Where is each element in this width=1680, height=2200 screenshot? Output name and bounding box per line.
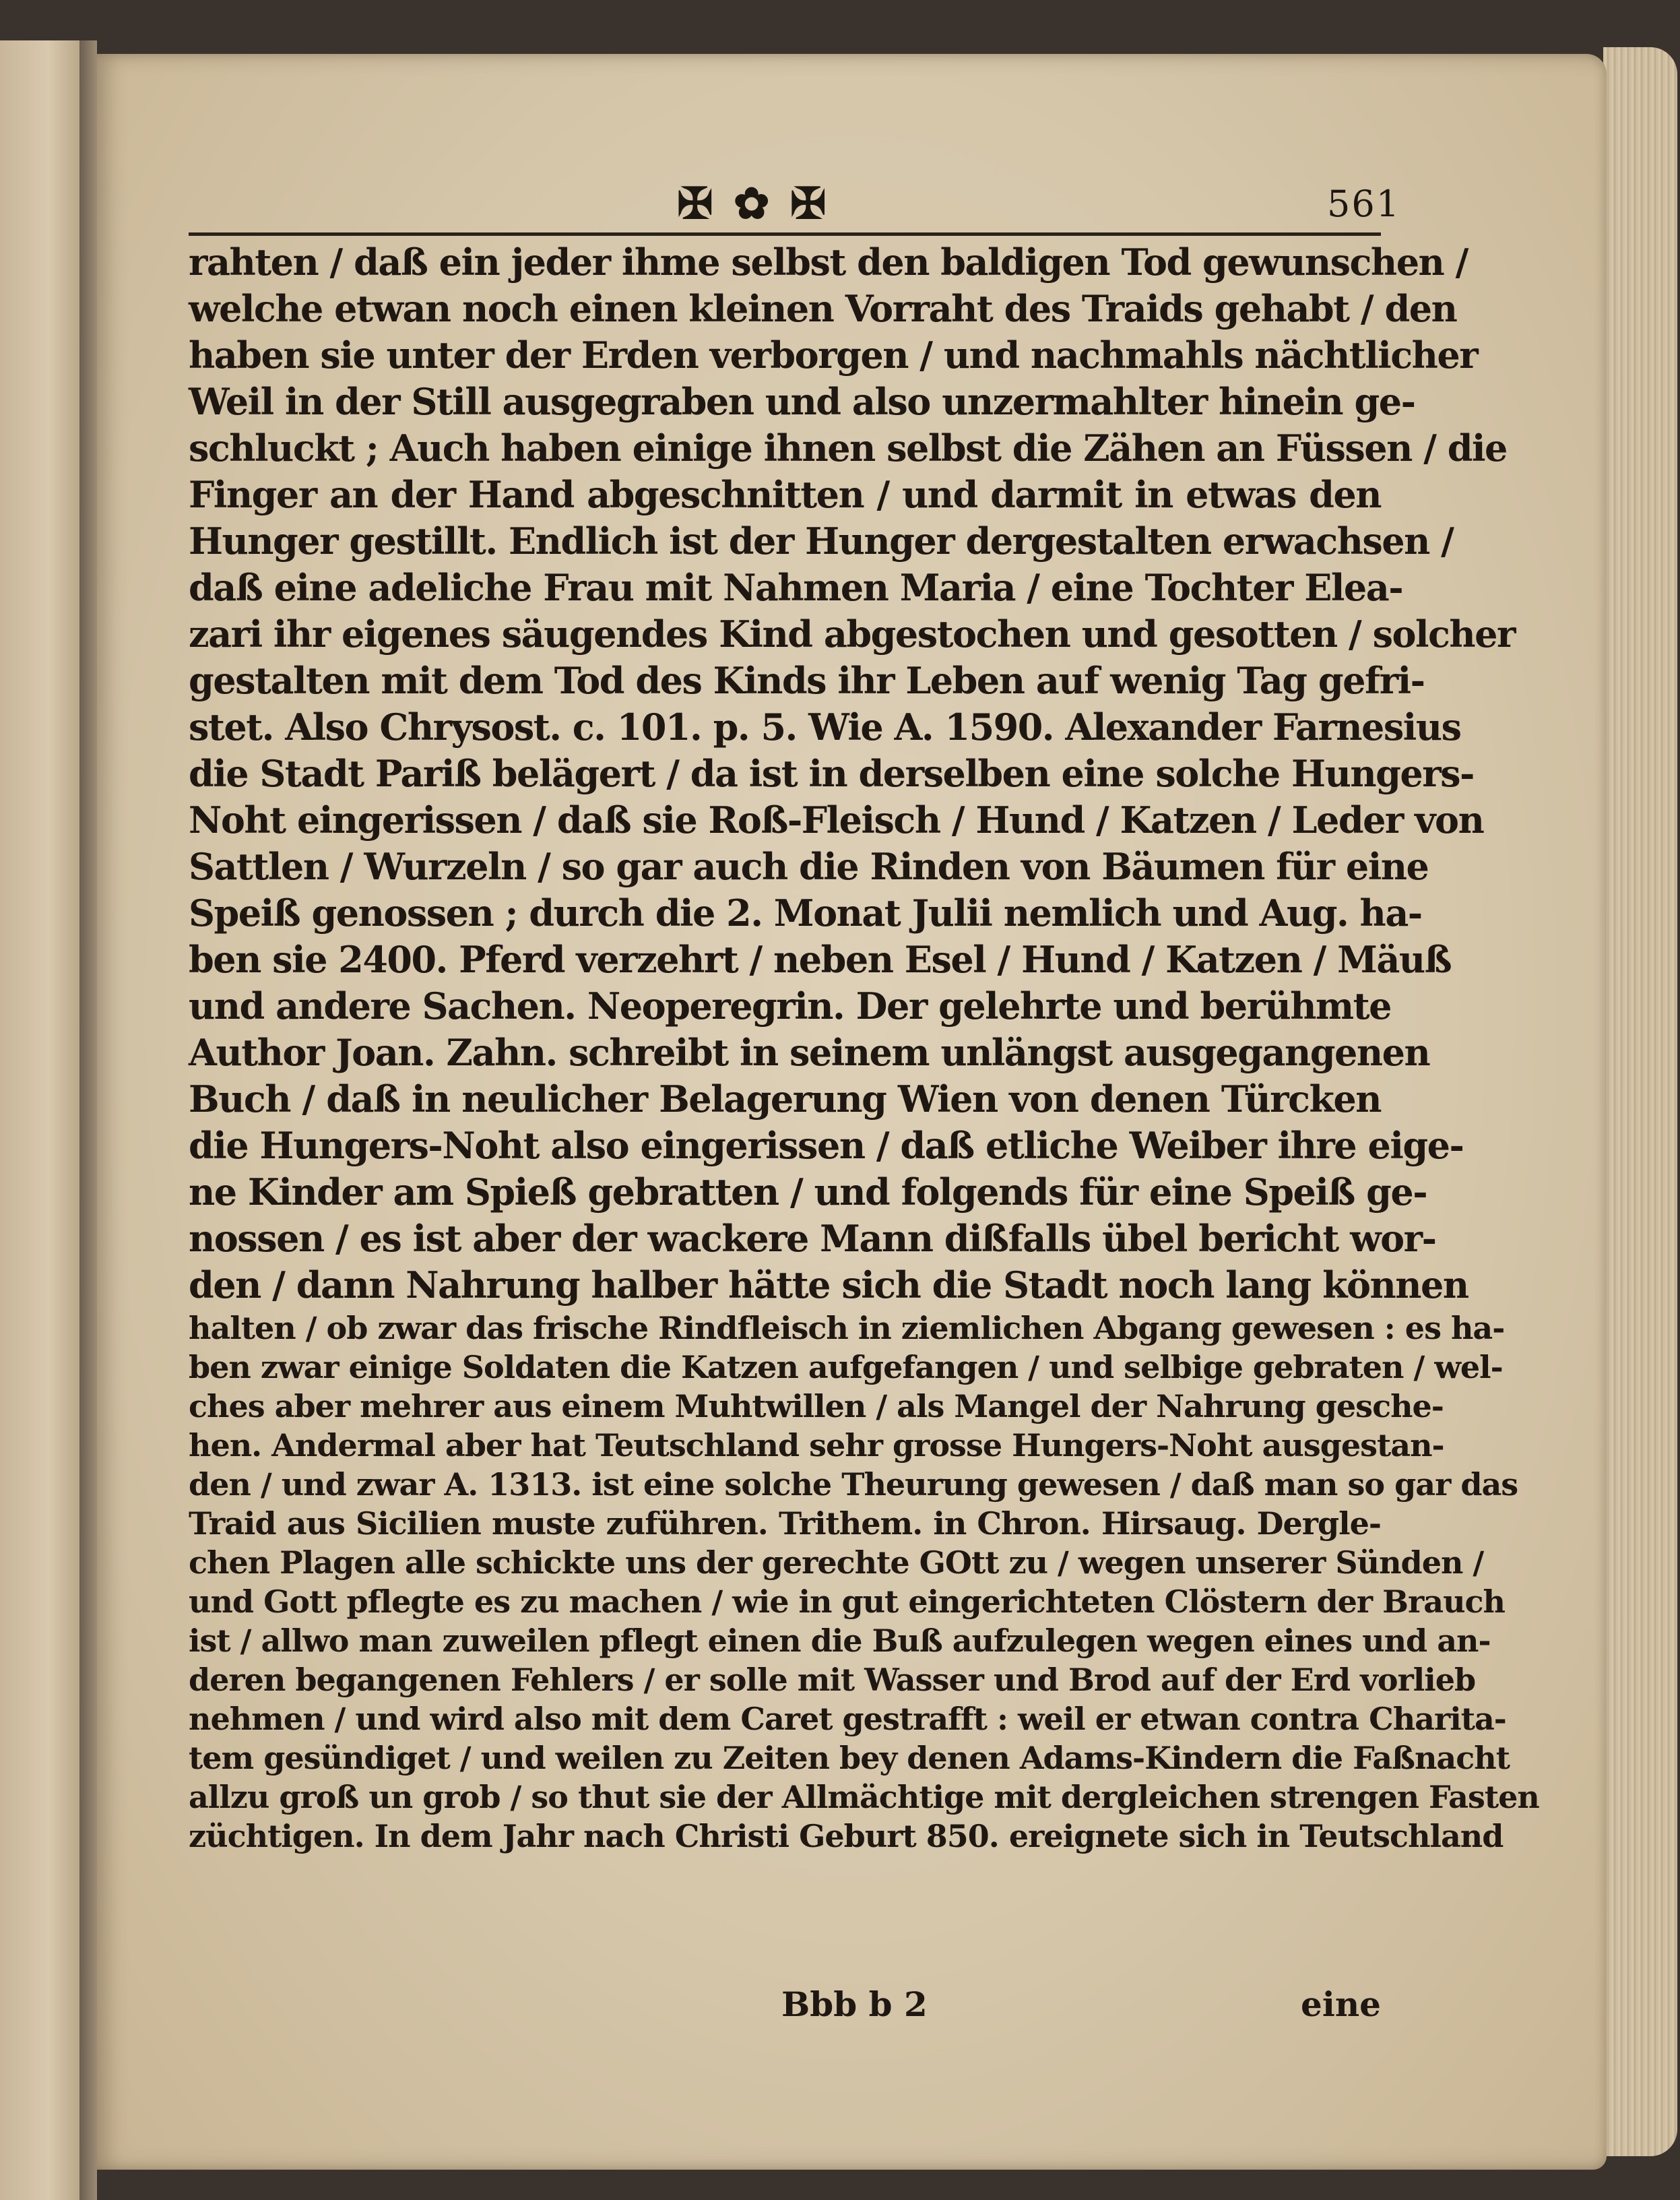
text-line-small: nehmen / und wird also mit dem Caret gestrafft : weil er etwan contra Charita-: [189, 1701, 1506, 1737]
body-text: [189, 239, 1539, 1856]
page-number: 561: [1327, 183, 1401, 225]
text-line: rahten / daß ein jeder ihme selbst den baldigen Tod gewunschen /: [189, 241, 1468, 284]
text-line: die Stadt Pariß belägert / da ist in derselben eine solche Hungers-: [189, 752, 1474, 795]
text-line: und andere Sachen. Neoperegrin. Der gelehrte und berühmte: [189, 984, 1391, 1028]
text-line: stet. Also Chrysost. c. 101. p. 5. Wie A. 1590. Alexander Farnesius: [189, 705, 1461, 749]
header-ornament: ✠ ✿ ✠: [677, 179, 829, 229]
text-line: schluckt ; Auch haben einige ihnen selbst die Zähen an Füssen / die: [189, 427, 1507, 470]
text-line: ne Kinder am Spieß gebratten / und folgends für eine Speiß ge-: [189, 1170, 1427, 1214]
text-line-small: deren begangenen Fehlers / er solle mit Wasser und Brod auf der Erd vorlieb: [189, 1662, 1476, 1698]
text-line: welche etwan noch einen kleinen Vorraht des Traids gehabt / den: [189, 287, 1457, 330]
text-line: die Hungers-Noht also eingerissen / daß etliche Weiber ihre eige-: [189, 1124, 1464, 1167]
page-footer: [189, 1984, 1381, 2032]
text-line-small: tem gesündiget / und weilen zu Zeiten bey denen Adams-Kindern die Faßnacht: [189, 1740, 1510, 1776]
text-line: Noht eingerissen / daß sie Roß-Fleisch / Hund / Katzen / Leder von: [189, 798, 1484, 842]
text-line: ben sie 2400. Pferd verzehrt / neben Esel / Hund / Katzen / Mäuß: [189, 938, 1452, 981]
text-line: haben sie unter der Erden verborgen / und nachmahls nächtlicher: [189, 334, 1478, 377]
text-line-small: und Gott pflegte es zu machen / wie in gut eingerichteten Clöstern der Brauch: [189, 1583, 1505, 1620]
text-line: Speiß genossen ; durch die 2. Monat Julii nemlich und Aug. ha-: [189, 891, 1422, 935]
text-line: Finger an der Hand abgeschnitten / und darmit in etwas den: [189, 473, 1381, 516]
text-line-small: allzu groß un grob / so thut sie der Allmächtige mit dergleichen strengen Fasten: [189, 1779, 1539, 1815]
text-line-small: Traid aus Sicilien muste zuführen. Trithem. in Chron. Hirsaug. Dergle-: [189, 1505, 1381, 1542]
text-line: zari ihr eigenes säugendes Kind abgestochen und gesotten / solcher: [189, 612, 1515, 656]
text-line: Weil in der Still ausgegraben und also unzermahlter hinein ge-: [189, 380, 1415, 423]
signature-mark: Bbb b 2: [781, 1984, 928, 2024]
text-line: gestalten mit dem Tod des Kinds ihr Leben auf wenig Tag gefri-: [189, 659, 1425, 702]
text-line: Sattlen / Wurzeln / so gar auch die Rinden von Bäumen für eine: [189, 845, 1429, 888]
header-rule: [189, 232, 1381, 236]
text-line-small: chen Plagen alle schickte uns der gerechte GOtt zu / wegen unserer Sünden /: [189, 1544, 1484, 1581]
text-line-small: ben zwar einige Soldaten die Katzen aufgefangen / und selbige gebraten / wel-: [189, 1349, 1503, 1385]
left-page-edge: [0, 40, 81, 2200]
page-header: [189, 179, 1401, 239]
text-line: daß eine adeliche Frau mit Nahmen Maria / eine Tochter Elea-: [189, 566, 1403, 609]
text-line: Buch / daß in neulicher Belagerung Wien von denen Türcken: [189, 1077, 1381, 1121]
catchword: eine: [1301, 1984, 1381, 2024]
text-line-small: ches aber mehrer aus einem Muhtwillen / als Mangel der Nahrung gesche-: [189, 1388, 1444, 1424]
text-line-small: ist / allwo man zuweilen pflegt einen die Buß aufzulegen wegen eines und an-: [189, 1623, 1491, 1659]
text-line-small: den / und zwar A. 1313. ist eine solche Theurung gewesen / daß man so gar das: [189, 1466, 1518, 1503]
text-line: Hunger gestillt. Endlich ist der Hunger dergestalten erwachsen /: [189, 520, 1454, 563]
text-line-small: züchtigen. In dem Jahr nach Christi Geburt 850. ereignete sich in Teutschland: [189, 1818, 1504, 1854]
text-line-small: halten / ob zwar das frische Rindfleisch in ziemlichen Abgang gewesen : es ha-: [189, 1310, 1505, 1346]
text-line: den / dann Nahrung halber hätte sich die Stadt noch lang können: [189, 1263, 1468, 1307]
page-fore-edge: [1603, 47, 1677, 2156]
text-line: nossen / es ist aber der wackere Mann dißfalls übel bericht wor-: [189, 1217, 1436, 1260]
text-line-small: hen. Andermal aber hat Teutschland sehr grosse Hungers-Noht ausgestan-: [189, 1427, 1444, 1464]
book-gutter: [79, 40, 97, 2200]
text-line: Author Joan. Zahn. schreibt in seinem unlängst ausgegangenen: [189, 1031, 1430, 1074]
